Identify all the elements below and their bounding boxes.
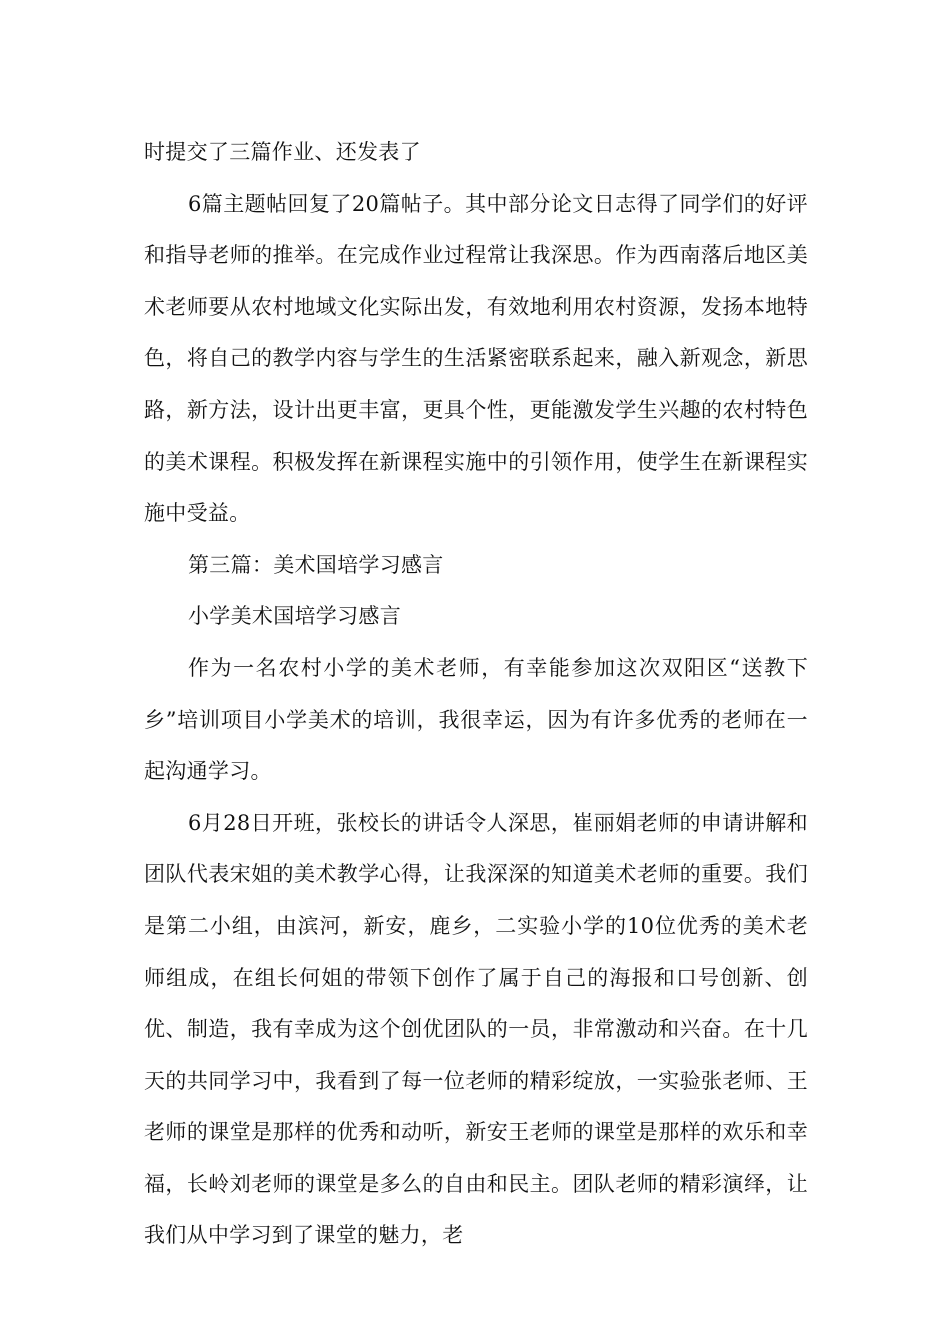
document-body <box>144 127 808 1262</box>
section-heading-third-article: 第三篇：美术国培学习感言 <box>188 552 444 577</box>
paragraph-introduction: 作为一名农村小学的美术老师，有幸能参加这次双阳区“送教下乡”培训项目小学美术的培训，我很幸运，因为有许多优秀的老师在一起沟通学习。 <box>144 655 808 784</box>
article-title: 小学美术国培学习感言 <box>188 604 401 629</box>
paragraph-continuation: 时提交了三篇作业、还发表了 <box>144 140 421 164</box>
paragraph-training-experience: 6月28日开班，张校长的讲话令人深思，崔丽娟老师的申请讲解和团队代表宋姐的美术教学心得，让我深深的知道美术老师的重要。我们是第二小组，由滨河，新安，鹿乡，二实验小学的10位优秀的美术老师组成，在组长何姐的带领下创作了属于自己的海报和口号创新、创优、制造，我有幸成为这个创优团队的一员，非常激动和兴奋。在十几天的共同学习中，我看到了每一位老师的精彩绽放，一实验张老师、王老师的课堂是那样的优秀和动听，新安王老师的课堂是那样的欢乐和幸福，长岭刘老师的课堂是多么的自由和民主。团队老师的精彩演绎，让我们从中学习到了课堂的魅力，老 <box>144 810 808 1248</box>
paragraph-assignment-reflection: 6篇主题帖回复了20篇帖子。其中部分论文日志得了同学们的好评和指导老师的推举。在完成作业过程常让我深思。作为西南落后地区美术老师要从农村地域文化实际出发，有效地利用农村资源，发扬本地特色，将自己的教学内容与学生的生活紧密联系起来，融入新观念，新思路，新方法，设计出更丰富，更具个性，更能激发学生兴趣的农村特色的美术课程。积极发挥在新课程实施中的引领作用，使学生在新课程实施中受益。 <box>144 191 808 526</box>
